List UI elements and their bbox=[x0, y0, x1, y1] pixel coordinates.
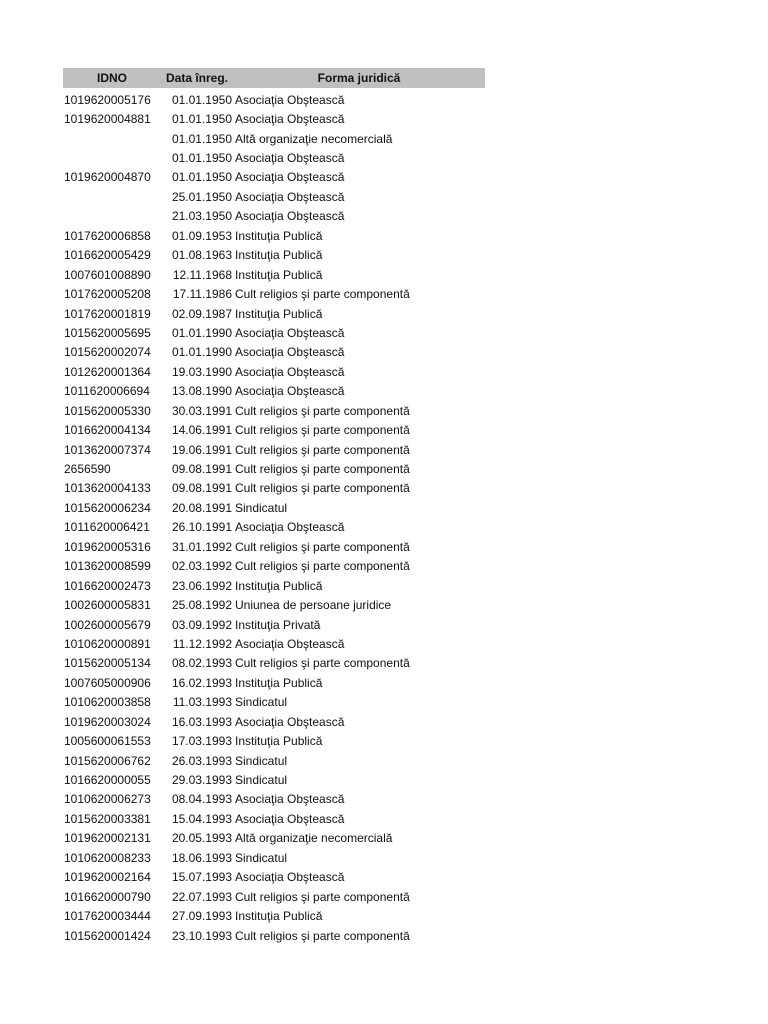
cell-idno: 1015620002074 bbox=[64, 345, 151, 360]
cell-form: Cult religios şi parte componentă bbox=[235, 403, 410, 418]
cell-date: 17.03.1993 bbox=[171, 734, 232, 749]
cell-form: Cult religios şi parte componentă bbox=[235, 889, 410, 904]
table-row bbox=[63, 693, 485, 712]
table-row bbox=[63, 129, 485, 148]
cell-form: Asociaţia Obştească bbox=[235, 112, 345, 127]
table-row bbox=[63, 790, 485, 809]
cell-form: Asociaţia Obştească bbox=[235, 364, 345, 379]
cell-date: 14.06.1991 bbox=[171, 423, 232, 438]
table-header bbox=[63, 68, 485, 88]
cell-idno: 2656590 bbox=[64, 462, 111, 477]
cell-form: Instituţia Publică bbox=[235, 909, 323, 924]
table-row bbox=[63, 731, 485, 750]
column-header-date: Data înreg. bbox=[165, 71, 228, 85]
table-row bbox=[63, 809, 485, 828]
cell-date: 27.09.1993 bbox=[171, 909, 232, 924]
cell-date: 23.06.1992 bbox=[171, 578, 232, 593]
cell-date: 01.01.1950 bbox=[171, 131, 232, 146]
table-row bbox=[63, 401, 485, 420]
cell-form: Altă organizaţie necomercială bbox=[235, 131, 393, 146]
cell-form: Asociaţia Obştească bbox=[235, 870, 345, 885]
cell-date: 01.08.1963 bbox=[171, 248, 232, 263]
cell-date: 15.04.1993 bbox=[171, 811, 232, 826]
table-row bbox=[63, 323, 485, 342]
cell-form: Asociaţia Obştească bbox=[235, 636, 345, 651]
cell-idno: 1015620005134 bbox=[64, 656, 151, 671]
cell-date: 21.03.1950 bbox=[171, 209, 232, 224]
cell-date: 01.09.1953 bbox=[171, 228, 232, 243]
cell-date: 01.01.1990 bbox=[171, 325, 232, 340]
table-row bbox=[63, 770, 485, 789]
table-row bbox=[63, 518, 485, 537]
cell-idno: 1017620006858 bbox=[64, 228, 151, 243]
cell-form: Sindicatul bbox=[235, 695, 288, 710]
table-row bbox=[63, 712, 485, 731]
cell-form: Asociaţia Obştească bbox=[235, 92, 345, 107]
cell-date: 11.12.1992 bbox=[172, 636, 232, 651]
cell-form: Asociaţia Obştească bbox=[235, 151, 345, 166]
table-row bbox=[63, 906, 485, 925]
cell-date: 02.03.1992 bbox=[171, 559, 232, 574]
cell-idno: 1015620006234 bbox=[64, 500, 151, 515]
table-row bbox=[63, 246, 485, 265]
cell-date: 19.06.1991 bbox=[171, 442, 232, 457]
cell-idno: 1002600005831 bbox=[64, 598, 151, 613]
cell-idno: 1005600061553 bbox=[64, 734, 151, 749]
cell-form: Instituţia Publică bbox=[235, 267, 323, 282]
cell-form: Asociaţia Obştească bbox=[235, 714, 345, 729]
cell-form: Instituţia Publică bbox=[235, 578, 323, 593]
cell-idno: 1017620005208 bbox=[64, 287, 151, 302]
cell-date: 31.01.1992 bbox=[171, 539, 232, 554]
cell-date: 09.08.1991 bbox=[171, 481, 232, 496]
table-row bbox=[63, 537, 485, 556]
table-row bbox=[63, 557, 485, 576]
cell-date: 16.02.1993 bbox=[171, 675, 232, 690]
table-row bbox=[63, 634, 485, 653]
registry-table bbox=[63, 68, 485, 945]
cell-date: 12.11.1968 bbox=[172, 267, 232, 282]
table-row bbox=[63, 440, 485, 459]
table-row bbox=[63, 382, 485, 401]
cell-form: Cult religios şi parte componentă bbox=[235, 481, 410, 496]
cell-idno: 1013620008599 bbox=[64, 559, 151, 574]
cell-idno: 1016620004134 bbox=[64, 423, 151, 438]
cell-date: 03.09.1992 bbox=[171, 617, 232, 632]
table-row bbox=[63, 829, 485, 848]
cell-date: 01.01.1950 bbox=[171, 170, 232, 185]
cell-idno: 1002600005679 bbox=[64, 617, 151, 632]
cell-idno: 1017620003444 bbox=[64, 909, 151, 924]
cell-date: 08.02.1993 bbox=[171, 656, 232, 671]
cell-form: Cult religios şi parte componentă bbox=[235, 462, 410, 477]
cell-idno: 1012620001364 bbox=[64, 364, 151, 379]
cell-idno: 1019620003024 bbox=[64, 714, 151, 729]
cell-date: 30.03.1991 bbox=[171, 403, 232, 418]
cell-date: 16.03.1993 bbox=[171, 714, 232, 729]
cell-form: Asociaţia Obştească bbox=[235, 170, 345, 185]
cell-form: Asociaţia Obştească bbox=[235, 325, 345, 340]
table-row bbox=[63, 265, 485, 284]
cell-form: Cult religios şi parte componentă bbox=[235, 539, 410, 554]
cell-date: 20.08.1991 bbox=[171, 500, 232, 515]
table-row bbox=[63, 304, 485, 323]
cell-form: Asociaţia Obştească bbox=[235, 189, 345, 204]
table-row bbox=[63, 362, 485, 381]
cell-idno: 1019620005176 bbox=[64, 92, 151, 107]
table-row bbox=[63, 887, 485, 906]
cell-form: Instituţia Publică bbox=[235, 306, 323, 321]
cell-form: Sindicatul bbox=[235, 500, 288, 515]
table-row bbox=[63, 207, 485, 226]
cell-date: 23.10.1993 bbox=[171, 928, 232, 943]
table-row bbox=[63, 576, 485, 595]
cell-form: Cult religios şi parte componentă bbox=[235, 442, 410, 457]
cell-idno: 1019620002131 bbox=[64, 831, 151, 846]
cell-form: Altă organizaţie necomercială bbox=[235, 831, 393, 846]
cell-idno: 1015620003381 bbox=[64, 811, 151, 826]
cell-date: 22.07.1993 bbox=[171, 889, 232, 904]
cell-idno: 1010620003858 bbox=[64, 695, 151, 710]
cell-idno: 1016620005429 bbox=[64, 248, 151, 263]
cell-idno: 1015620001424 bbox=[64, 928, 151, 943]
table-row bbox=[63, 168, 485, 187]
cell-idno: 1016620000055 bbox=[64, 773, 151, 788]
cell-form: Instituţia Publică bbox=[235, 675, 323, 690]
cell-form: Cult religios şi parte componentă bbox=[235, 287, 410, 302]
cell-idno: 1017620001819 bbox=[64, 306, 151, 321]
cell-date: 11.03.1993 bbox=[172, 695, 232, 710]
cell-date: 25.01.1950 bbox=[171, 189, 232, 204]
cell-date: 26.10.1991 bbox=[171, 520, 232, 535]
cell-date: 20.05.1993 bbox=[171, 831, 232, 846]
cell-date: 01.01.1950 bbox=[171, 112, 232, 127]
cell-form: Instituţia Publică bbox=[235, 228, 323, 243]
cell-form: Instituţia Publică bbox=[235, 734, 323, 749]
cell-form: Asociaţia Obştească bbox=[235, 345, 345, 360]
table-row bbox=[63, 479, 485, 498]
cell-idno: 1019620004870 bbox=[64, 170, 151, 185]
cell-idno: 1015620006762 bbox=[64, 753, 151, 768]
table-row bbox=[63, 654, 485, 673]
cell-date: 19.03.1990 bbox=[171, 364, 232, 379]
cell-form: Sindicatul bbox=[235, 773, 288, 788]
cell-date: 01.01.1950 bbox=[171, 92, 232, 107]
cell-idno: 1007601008890 bbox=[64, 267, 151, 282]
cell-idno: 1011620006421 bbox=[64, 520, 150, 535]
column-header-form: Forma juridică bbox=[317, 71, 401, 85]
cell-idno: 1015620005695 bbox=[64, 325, 151, 340]
cell-form: Asociaţia Obştească bbox=[235, 209, 345, 224]
table-row bbox=[63, 90, 485, 109]
cell-date: 02.09.1987 bbox=[171, 306, 232, 321]
cell-idno: 1007605000906 bbox=[64, 675, 151, 690]
cell-date: 18.06.1993 bbox=[171, 850, 232, 865]
table-row bbox=[63, 187, 485, 206]
table-row bbox=[63, 498, 485, 517]
cell-idno: 1010620000891 bbox=[64, 636, 151, 651]
table-row bbox=[63, 848, 485, 867]
cell-idno: 1013620004133 bbox=[64, 481, 151, 496]
table-row bbox=[63, 673, 485, 692]
cell-form: Uniunea de persoane juridice bbox=[235, 598, 392, 613]
table-body bbox=[63, 90, 485, 945]
cell-date: 01.01.1950 bbox=[171, 151, 232, 166]
cell-form: Sindicatul bbox=[235, 850, 288, 865]
cell-date: 29.03.1993 bbox=[171, 773, 232, 788]
column-header-idno: IDNO bbox=[97, 71, 127, 85]
table-row bbox=[63, 595, 485, 614]
cell-form: Cult religios şi parte componentă bbox=[235, 423, 410, 438]
cell-form: Asociaţia Obştească bbox=[235, 384, 345, 399]
cell-idno: 1011620006694 bbox=[64, 384, 150, 399]
cell-idno: 1019620002164 bbox=[64, 870, 151, 885]
cell-form: Asociaţia Obştească bbox=[235, 792, 345, 807]
cell-idno: 1019620004881 bbox=[64, 112, 151, 127]
cell-form: Instituţia Publică bbox=[235, 248, 323, 263]
table-row bbox=[63, 926, 485, 945]
cell-idno: 1016620000790 bbox=[64, 889, 151, 904]
cell-date: 17.11.1986 bbox=[172, 287, 232, 302]
cell-form: Instituţia Privată bbox=[235, 617, 321, 632]
table-row bbox=[63, 459, 485, 478]
cell-idno: 1016620002473 bbox=[64, 578, 151, 593]
table-row bbox=[63, 148, 485, 167]
cell-date: 26.03.1993 bbox=[171, 753, 232, 768]
cell-form: Asociaţia Obştească bbox=[235, 811, 345, 826]
table-row bbox=[63, 751, 485, 770]
table-row bbox=[63, 615, 485, 634]
table-row bbox=[63, 109, 485, 128]
table-row bbox=[63, 868, 485, 887]
cell-form: Cult religios şi parte componentă bbox=[235, 928, 410, 943]
table-row bbox=[63, 226, 485, 245]
cell-idno: 1010620008233 bbox=[64, 850, 151, 865]
cell-form: Sindicatul bbox=[235, 753, 288, 768]
cell-idno: 1019620005316 bbox=[64, 539, 151, 554]
cell-idno: 1015620005330 bbox=[64, 403, 151, 418]
cell-date: 01.01.1990 bbox=[171, 345, 232, 360]
cell-form: Cult religios şi parte componentă bbox=[235, 656, 410, 671]
cell-form: Asociaţia Obştească bbox=[235, 520, 345, 535]
table-row bbox=[63, 343, 485, 362]
cell-date: 13.08.1990 bbox=[171, 384, 232, 399]
table-row bbox=[63, 420, 485, 439]
cell-date: 08.04.1993 bbox=[171, 792, 232, 807]
cell-idno: 1010620006273 bbox=[64, 792, 151, 807]
cell-date: 09.08.1991 bbox=[171, 462, 232, 477]
cell-date: 25.08.1992 bbox=[171, 598, 232, 613]
cell-idno: 1013620007374 bbox=[64, 442, 151, 457]
cell-form: Cult religios şi parte componentă bbox=[235, 559, 410, 574]
cell-date: 15.07.1993 bbox=[171, 870, 232, 885]
table-row bbox=[63, 284, 485, 303]
